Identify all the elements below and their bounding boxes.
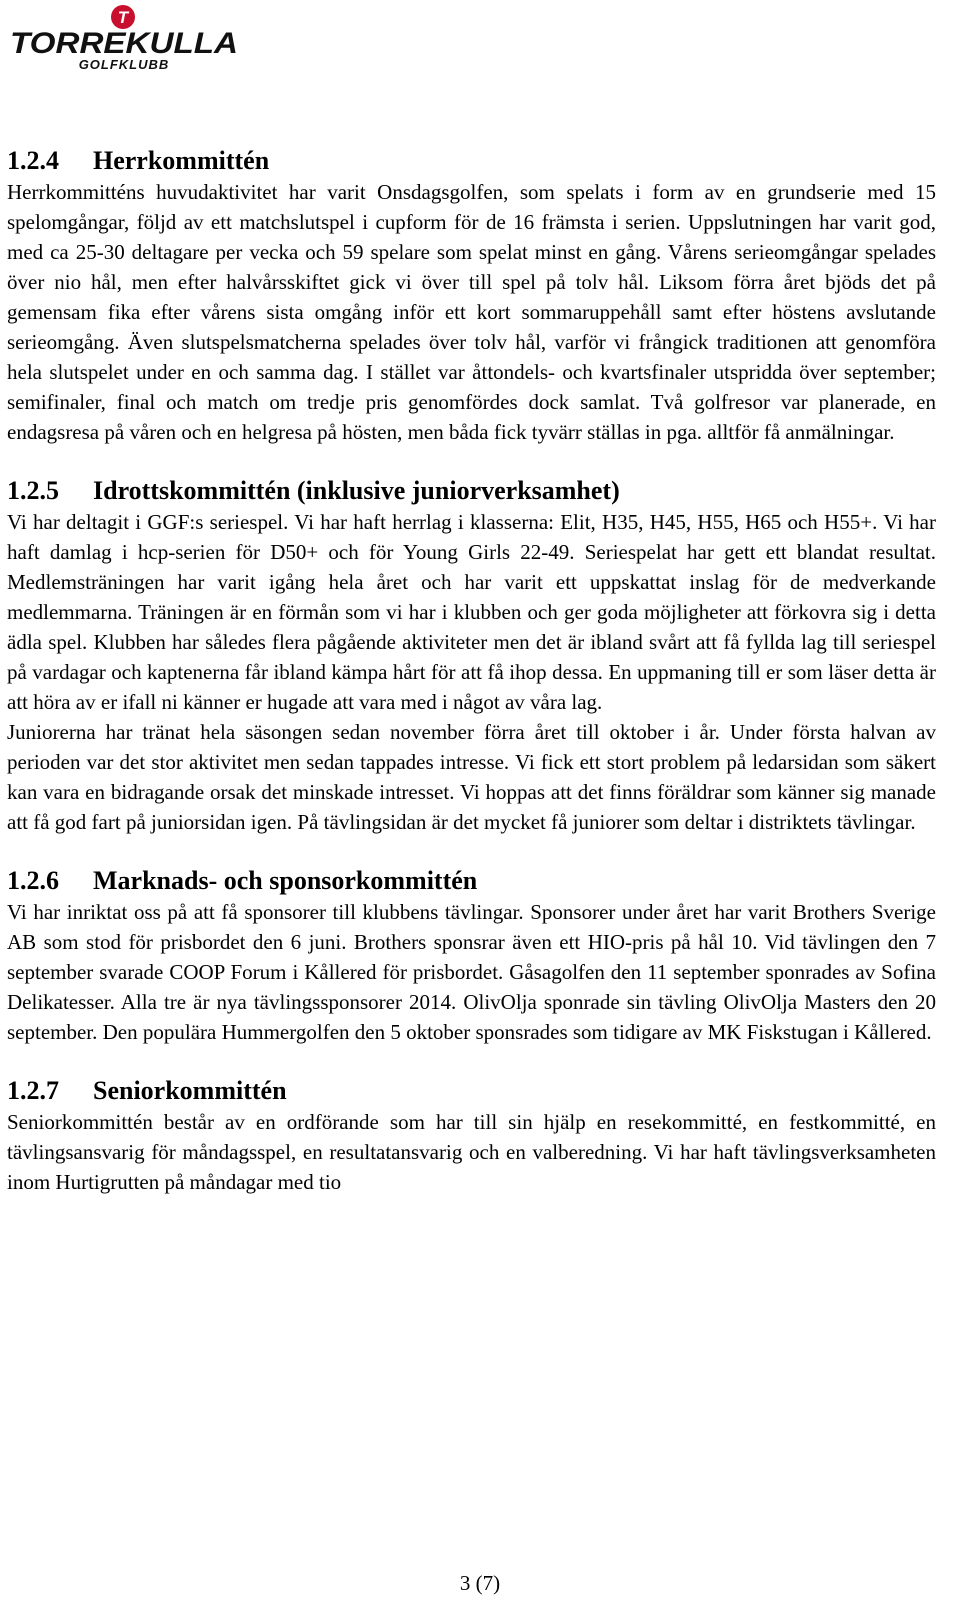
section-heading-seniorkommitten: [7, 1075, 936, 1107]
paragraph-senior: Seniorkommittén består av en ordförande som har till sin hjälp en resekommitté, en festkommitté, en tävlingsansvarig för måndagsspel, en resultatansvarig och en valberedning. Vi har haft tävlingsverksamheten inom Hurtigrutten på måndagar med tio: [7, 1110, 936, 1194]
torrekulla-logo-graphic: [4, 3, 244, 75]
section-number: 1.2.7: [7, 1076, 59, 1105]
document-body: [7, 145, 936, 1197]
section-heading-idrottskommitten: [7, 475, 936, 507]
section-heading-marknadskommitten: [7, 865, 936, 897]
logo-mark: T: [117, 8, 129, 27]
section-title: Marknads- och sponsorkommittén: [93, 866, 478, 895]
section-heading-herrkommitten: [7, 145, 936, 177]
section-title: Seniorkommittén: [93, 1076, 287, 1105]
section-number: 1.2.6: [7, 866, 59, 895]
paragraph-marknad-sponsorer: Vi har inriktat oss på att få sponsorer till klubbens tävlingar. Sponsorer under året har varit Brothers Sverige AB som stod för prisbordet den 6 juni. Brothers sponsrar även ett HIO-pris på hål 10. Vid tävlingen den 7 september svarade COOP Forum i Kållered för prisbordet. Gåsagolfen den 11 september sponrades av Sofina Delikatesser. Alla tre är nya tävlingssponsorer 2014. OlivOlja sponrade sin tävling OlivOlja Masters den 20 september. Den populära Hummergolfen den 5 oktober sponsrades som tidigare av MK Fiskstugan i Kållered.: [7, 900, 936, 1044]
paragraph-herrkommitten: Herrkommitténs huvudaktivitet har varit Onsdagsgolfen, som spelats i form av en grundserie med 15 spelomgångar, följd av ett matchslutspel i cupform för de 16 främsta i serien. Uppslutningen har varit god, med ca 25-30 deltagare per vecka och 59 spelare som spelat minst en gång. Vårens serieomgångar spelades över nio hål, men efter halvårsskiftet gick vi över till spel på tolv hål. Liksom förra året bjöds det på gemensam fika efter vårens sista omgång inför ett kort sommaruppehåll samt efter höstens avslutande serieomgång. Även slutspelsmatcherna spelades över tolv hål, varför vi frångick traditionen att genomföra hela slutspelet under en och samma dag. I stället var åttondels- och kvartsfinaler utspridda över september; semifinaler, final och match om tredje pris genomfördes dock samlat. Två golfresor var planerade, en endagsresa på våren och en helgresa på hösten, men båda fick tyvärr ställas in pga. alltför få anmälningar.: [7, 180, 936, 444]
section-number: 1.2.4: [7, 146, 59, 175]
section-title: Herrkommittén: [93, 146, 270, 175]
club-logo: [4, 3, 244, 75]
section-title: Idrottskommittén (inklusive juniorverksamhet): [93, 476, 620, 505]
paragraph-idrott-seriespel: Vi har deltagit i GGF:s seriespel. Vi har haft herrlag i klasserna: Elit, H35, H45, H55, H65 och H55+. Vi har haft damlag i hcp-serien för D50+ och för Young Girls 22-49. Seriespelat har gett ett blandat resultat. Medlemsträningen har varit igång hela året och har varit ett uppskattat inslag för de medverkande medlemmarna. Träningen är en förmån som vi har i klubben och ger goda möjligheter att förkovra sig i detta ädla spel. Klubben har således flera pågående aktiviteter men det är ibland svårt att få fyllda lag till seriespel på vardagar och kaptenerna får ibland kämpa hårt för att få ihop dessa. En uppmaning till er som läser detta är att höra av er ifall ni känner er hugade att vara med i något av våra lag.: [7, 510, 936, 714]
logo-name: TORREKULLA: [10, 27, 238, 60]
section-number: 1.2.5: [7, 476, 59, 505]
page-number: 3 (7): [459, 1571, 501, 1595]
paragraph-idrott-juniorer: Juniorerna har tränat hela säsongen sedan november förra året till oktober i år. Under första halvan av perioden var det stor aktivitet men sedan tappades intresse. Vi fick ett stort problem på ledarsidan som säkert kan vara en bidragande orsak det minskade intresset. Vi hoppas att det finns föräldrar som känner sig manade att få god fart på juniorsidan igen. På tävlingsidan är det mycket få juniorer som deltar i distriktets tävlingar.: [7, 720, 936, 834]
logo-subtitle: GOLFKLUBB: [78, 57, 170, 72]
